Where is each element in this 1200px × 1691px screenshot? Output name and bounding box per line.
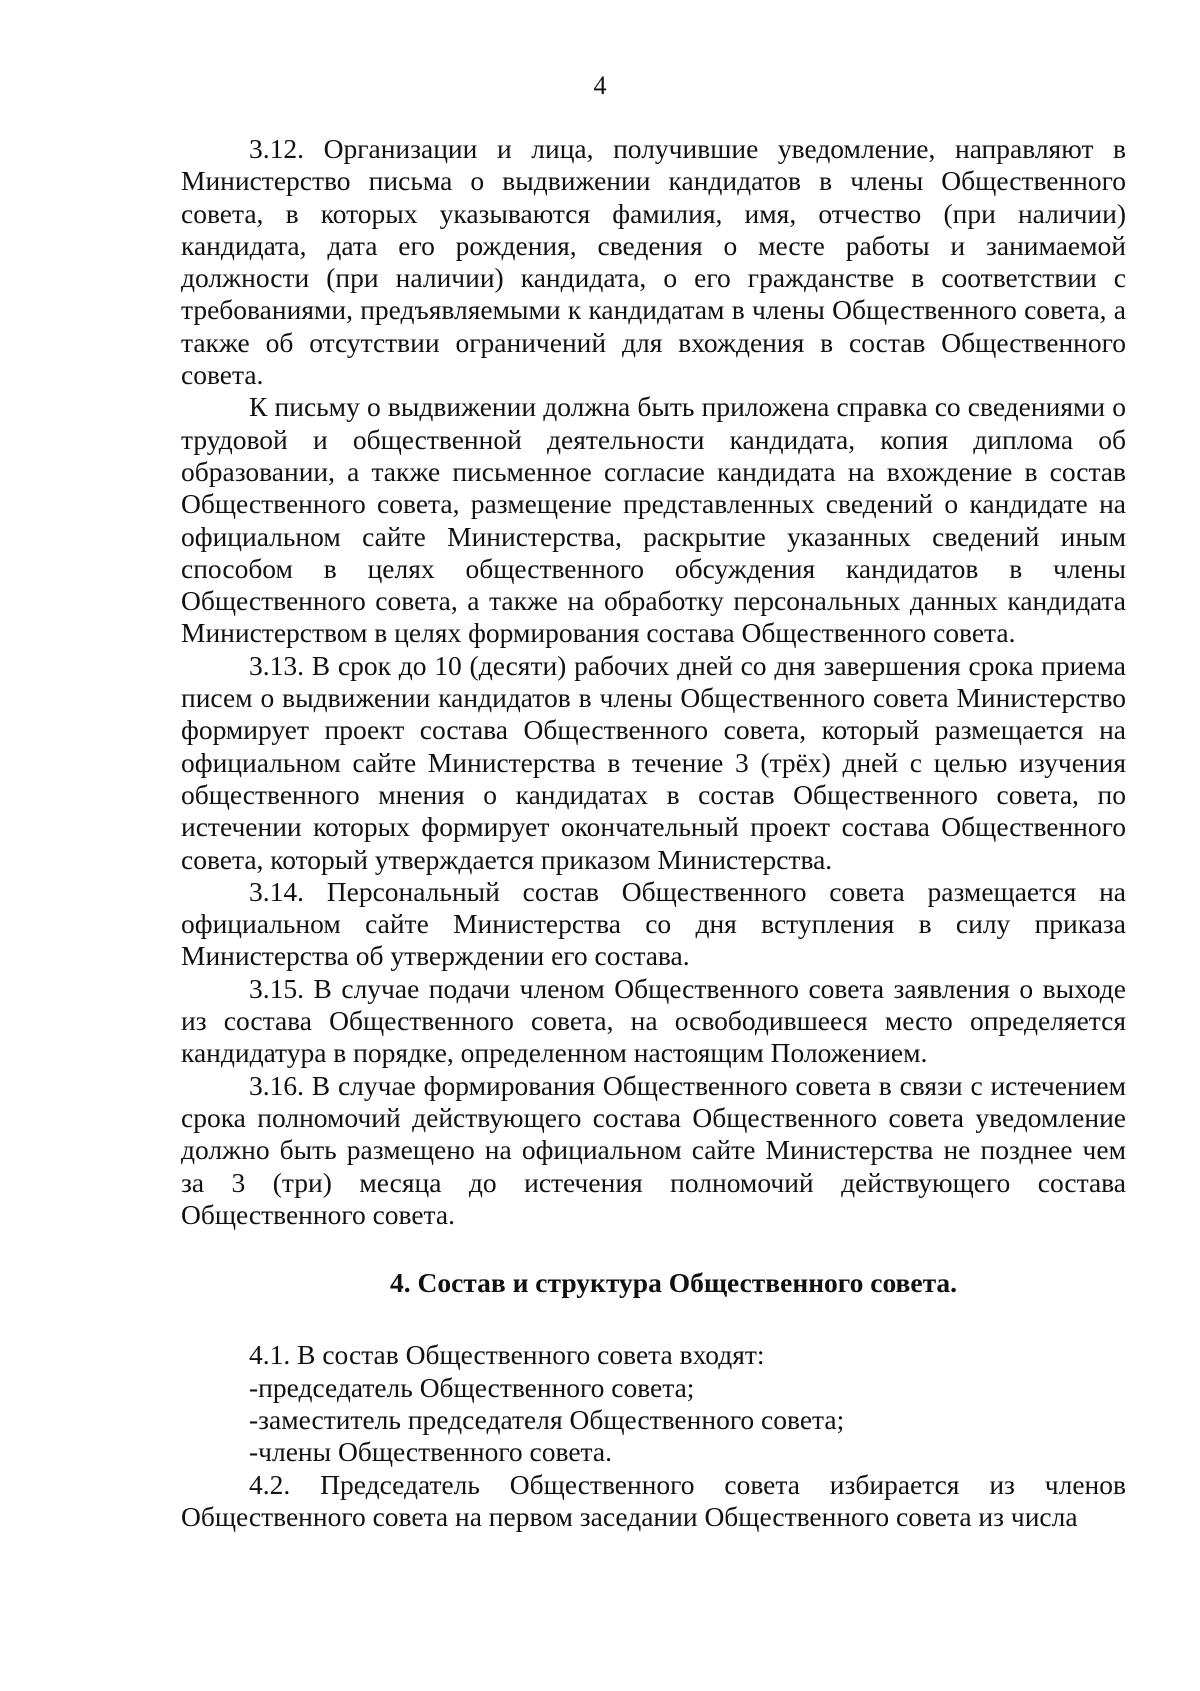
- section-heading: 4. Состав и структура Общественного совета.: [389, 1267, 958, 1299]
- document-body: [181, 133, 1126, 1533]
- paragraph-3-16: 3.16. В случае формирования Общественного совета в связи с истечением срока полномочий действующего состава Общественного совета уведомление должно быть размещено на официальном сайте Министерства не позднее чем за 3 (три) месяца до истечения полномочий действующего состава Общественного совета.: [181, 1069, 1126, 1230]
- paragraph-3-12-attachment: К письму о выдвижении должна быть приложена справка со сведениями о трудовой и общественной деятельности кандидата, копия диплома об образовании, а также письменное согласие кандидата на вхождение в состав Общественного совета, размещение представленных сведений о кандидате на официальном сайте Министерства, раскрытие указанных сведений иным способом в целях общественного обсуждения кандидатов в члены Общественного совета, а также на обработку персональных данных кандидата Министерством в целях формирования состава Общественного совета.: [181, 391, 1126, 649]
- list-item: -заместитель председателя Общественного совета;: [249, 1403, 845, 1435]
- paragraph-3-13: 3.13. В срок до 10 (десяти) рабочих дней со дня завершения срока приема писем о выдвижении кандидатов в члены Общественного совета Министерство формирует проект состава Общественного совета, который размещается на официальном сайте Министерства в течение 3 (трёх) дней с целью изучения общественного мнения о кандидатах в состав Общественного совета, по истечении которых формирует окончательный проект состава Общественного совета, который утверждается приказом Министерства.: [181, 649, 1126, 875]
- list-item: -члены Общественного совета.: [249, 1436, 612, 1468]
- paragraph-4-1: 4.1. В состав Общественного совета входят:: [249, 1339, 765, 1371]
- paragraph-3-14: 3.14. Персональный состав Общественного совета размещается на официальном сайте Министерства со дня вступления в силу приказа Министерства об утверждении его состава.: [181, 875, 1126, 972]
- paragraph-3-12: 3.12. Организации и лица, получившие уведомление, направляют в Министерство письма о выдвижении кандидатов в члены Общественного совета, в которых указываются фамилия, имя, отчество (при наличии) кандидата, дата его рождения, сведения о месте работы и занимаемой должности (при наличии) кандидата, о его гражданстве в соответствии с требованиями, предъявляемыми к кандидатам в члены Общественного совета, а также об отсутствии ограничений для вхождения в состав Общественного совета.: [181, 133, 1126, 391]
- page-number: 4: [593, 71, 607, 100]
- list-item: -председатель Общественного совета;: [249, 1371, 695, 1403]
- paragraph-4-2: 4.2. Председатель Общественного совета избирается из членов Общественного совета на первом заседании Общественного совета из числа: [181, 1468, 1126, 1532]
- paragraph-3-15: 3.15. В случае подачи членом Общественного совета заявления о выходе из состава Общественного совета, на освободившееся место определяется кандидатура в порядке, определенном настоящим Положением.: [181, 972, 1126, 1069]
